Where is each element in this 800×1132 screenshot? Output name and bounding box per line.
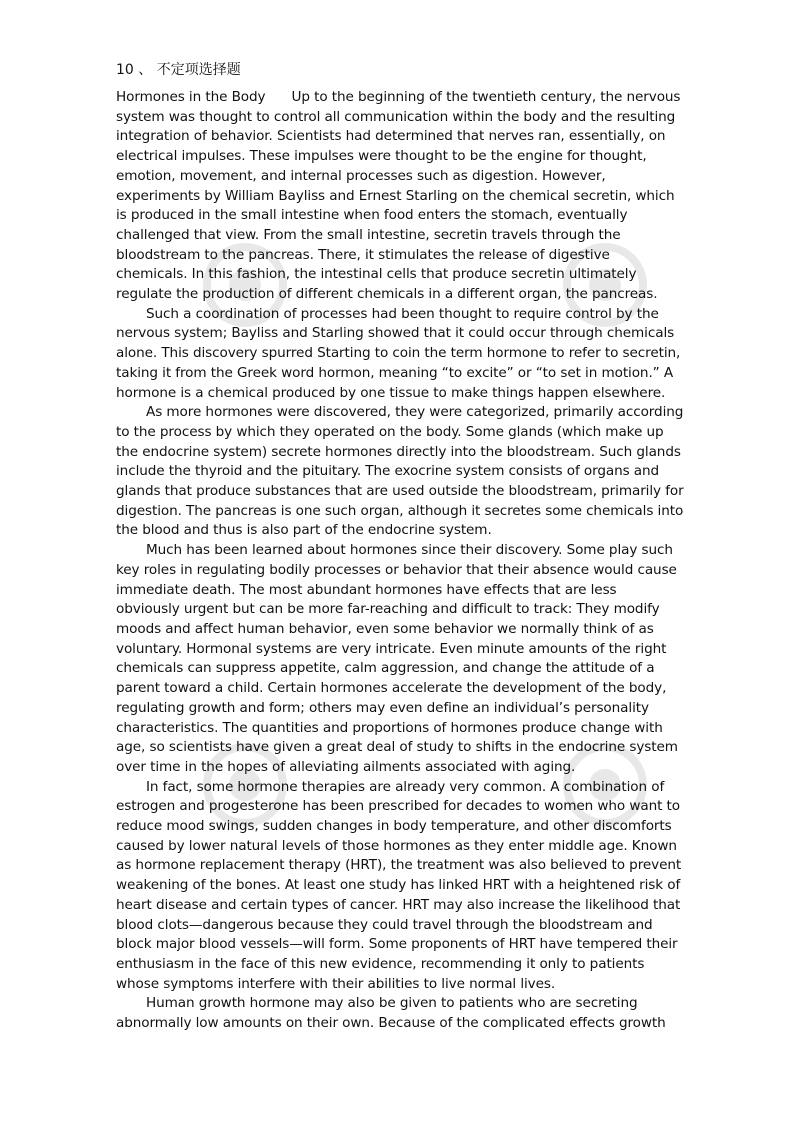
article-paragraph-5: In fact, some hormone therapies are already very common. A combination of estrogen and progesterone has been prescribed for decades to women who want to reduce mood swings, sudden changes in body temperature, and other discomforts caused by lower natural levels of those hormones as they enter middle age. Known as hormone replacement therapy (HRT), the treatment was also believed to prevent weakening of the bones. At least one study has linked HRT with a heightened risk of heart disease and certain types of cancer. HRT may also increase the likelihood that blood clots—dangerous because they could travel through the bloodstream and block major blood vessels—will form. Some proponents of HRT have tempered their enthusiasm in the face of this new evidence, recommending it only to patients whose symptoms interfere with their abilities to live normal lives. <box>116 778 682 992</box>
article-paragraph-3: As more hormones were discovered, they were categorized, primarily according to the process by which they operated on the body. Some glands (which make up the endocrine system) secrete hormones directly into the bloodstream. Such glands include the thyroid and the pituitary. The exocrine system consists of organs and glands that produce substances that are used outside the bloodstream, primarily for digestion. The pancreas is one such organ, although it secretes some chemicals into the blood and thus is also part of the endocrine system. <box>116 404 684 539</box>
article-paragraph-1 <box>116 88 684 305</box>
question-header: 10 、 不定项选择题 <box>116 62 241 78</box>
paragraph-text: Up to the beginning of the twentieth century, the nervous system was thought to control all communication within the body and the resulting integration of behavior. Scientists had determined that nerves ran, essentially, on electrical impulses. These impulses were thought to be the engine for thought, emotion, movement, and internal processes such as digestion. However, experiments by William Bayliss and Ernest Starling on the chemical secretin, which is produced in the small intestine when food enters the stomach, eventually challenged that view. From the small intestine, secretin travels through the bloodstream to the pancreas. There, it stimulates the release of digestive chemicals. In this fashion, the intestinal cells that produce secretin ultimately regulate the production of different chemicals in a different organ, the pancreas. <box>116 89 681 303</box>
article-paragraph-4: Much has been learned about hormones since their discovery. Some play such key roles in regulating bodily processes or behavior that their absence would cause immediate death. The most abundant hormones have effects that are less obviously urgent but can be more far-reaching and difficult to track: They modify moods and affect human behavior, even some behavior we normally think of as voluntary. Hormonal systems are very intricate. Even minute amounts of the right chemicals can suppress appetite, calm aggression, and change the attitude of a parent toward a child. Certain hormones accelerate the development of the body, regulating growth and form; others may even define an individual’s personality characteristics. The quantities and proportions of hormones produce change with age, so scientists have given a great deal of study to shifts in the endocrine system over time in the hopes of alleviating ailments associated with aging. <box>116 542 678 775</box>
article-paragraph-6: Human growth hormone may also be given to patients who are secreting abnormally low amounts on their own. Because of the complicated effects growth <box>116 995 666 1032</box>
article-paragraph-2: Such a coordination of processes had been thought to require control by the nervous system; Bayliss and Starling showed that it could occur through chemicals alone. This discovery spurred Starting to coin the term hormone to refer to secretin, taking it from the Greek word hormon, meaning “to excite” or “to set in motion.” A hormone is a chemical produced by one tissue to make things happen elsewhere. <box>116 305 681 401</box>
document-page <box>116 60 684 1034</box>
article-title: Hormones in the Body <box>116 89 266 105</box>
